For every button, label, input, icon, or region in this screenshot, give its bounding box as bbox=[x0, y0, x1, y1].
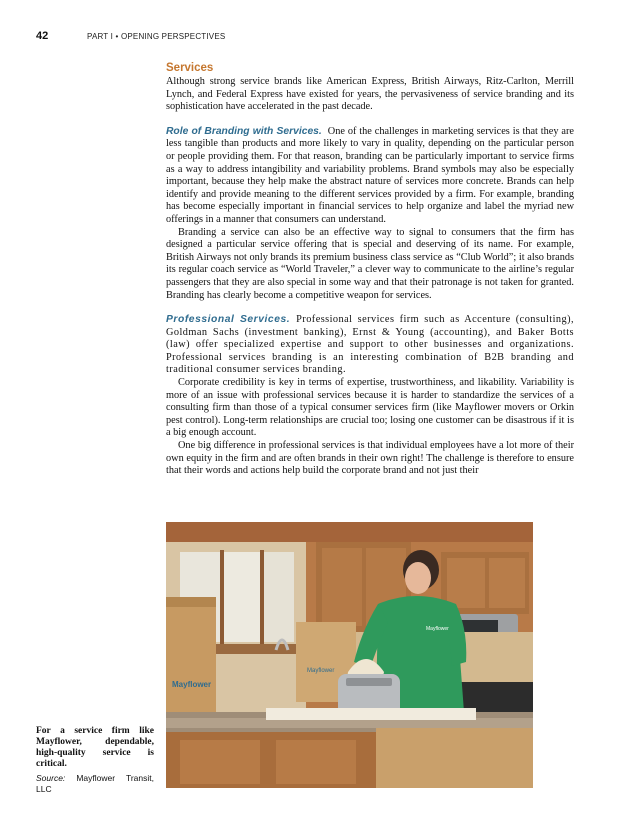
subheading-role-of-branding: Role of Branding with Services. bbox=[166, 125, 322, 137]
page-number: 42 bbox=[36, 30, 49, 42]
running-header bbox=[36, 30, 225, 44]
box-logo-left: Mayflower bbox=[172, 680, 212, 689]
caption-source-label: Source: bbox=[36, 773, 66, 783]
caption-source bbox=[36, 773, 154, 795]
section-heading-services: Services bbox=[166, 62, 214, 74]
caption-text: For a service firm like Mayflower, dependable, high-quality service is critical. bbox=[36, 726, 154, 769]
figure-caption bbox=[36, 726, 154, 795]
professional-paragraph-3: One big difference in professional services is that individual employees have a lot more of their own equity in the firm and are often brands in their own right! The challenge is therefore to ensure that their words and actions help build the corporate brand and not just their bbox=[166, 440, 574, 477]
box-logo-back: Mayflower bbox=[307, 668, 335, 674]
role-paragraph-1-text: One of the challenges in marketing services is that they are less tangible than products and more likely to vary in quality, depending on the particular person or people providing them. For that reason, branding can be particularly important to service firms as a way to address intangibility and variability problems. Brand symbols may also be especially important, because they help make the abstract nature of services more concrete. Brands can help identify and provide meaning to the different services provided by a firm. For example, branding has become especially important in financial services to help organize and label the myriad new offerings in a manner that consumers can understand. bbox=[166, 125, 574, 225]
professional-paragraph-1-text: Professional services firm such as Accenture (consulting), Goldman Sachs (investment banking), Ernst & Young (accounting), and Baker Botts (law) offer specialized expertise and support to other businesses and organizations. Professional services branding is an interesting combination of B2B branding and traditional consumer services branding. bbox=[166, 314, 574, 376]
services-intro-paragraph: Although strong service brands like American Express, British Airways, Ritz-Carlton, Merrill Lynch, and Federal Express have existed for years, the pervasiveness of service branding and its sophistication have accelerated in the past decade. bbox=[166, 76, 574, 113]
running-title: PART I • OPENING PERSPECTIVES bbox=[87, 32, 226, 41]
role-paragraph-2: Branding a service can also be an effective way to signal to consumers that the firm has designed a particular service offering that is special and deserving of its name. For example, British Airways not only brands its premium business class service as “Club World”; it also brands its regular coach service as “World Traveler,” a clever way to communicate to the airline’s regular passengers that they are also special in some way and that their patronage is not taken for granted. Branding has clearly become a competitive weapon for services. bbox=[166, 226, 574, 301]
caption-source-name: Mayflower Transit, LLC bbox=[36, 773, 154, 794]
shirt-logo: Mayflower bbox=[426, 626, 449, 632]
photo-mover-in-kitchen bbox=[166, 522, 533, 788]
role-paragraph-1 bbox=[166, 126, 574, 227]
professional-paragraph-2: Corporate credibility is key in terms of expertise, trustworthiness, and likability. Variability is more of an issue with professional services because it is harder to standardize the services of a consulting firm than those of a typical consumer services firm (like Mayflower movers or Orkin pest control). Long-term relationships are crucial too; losing one customer can be disastrous if it is a big enough account. bbox=[166, 377, 574, 439]
professional-paragraph-1 bbox=[166, 314, 574, 377]
subheading-professional-services: Professional Services. bbox=[166, 314, 291, 326]
body-text bbox=[166, 62, 574, 478]
